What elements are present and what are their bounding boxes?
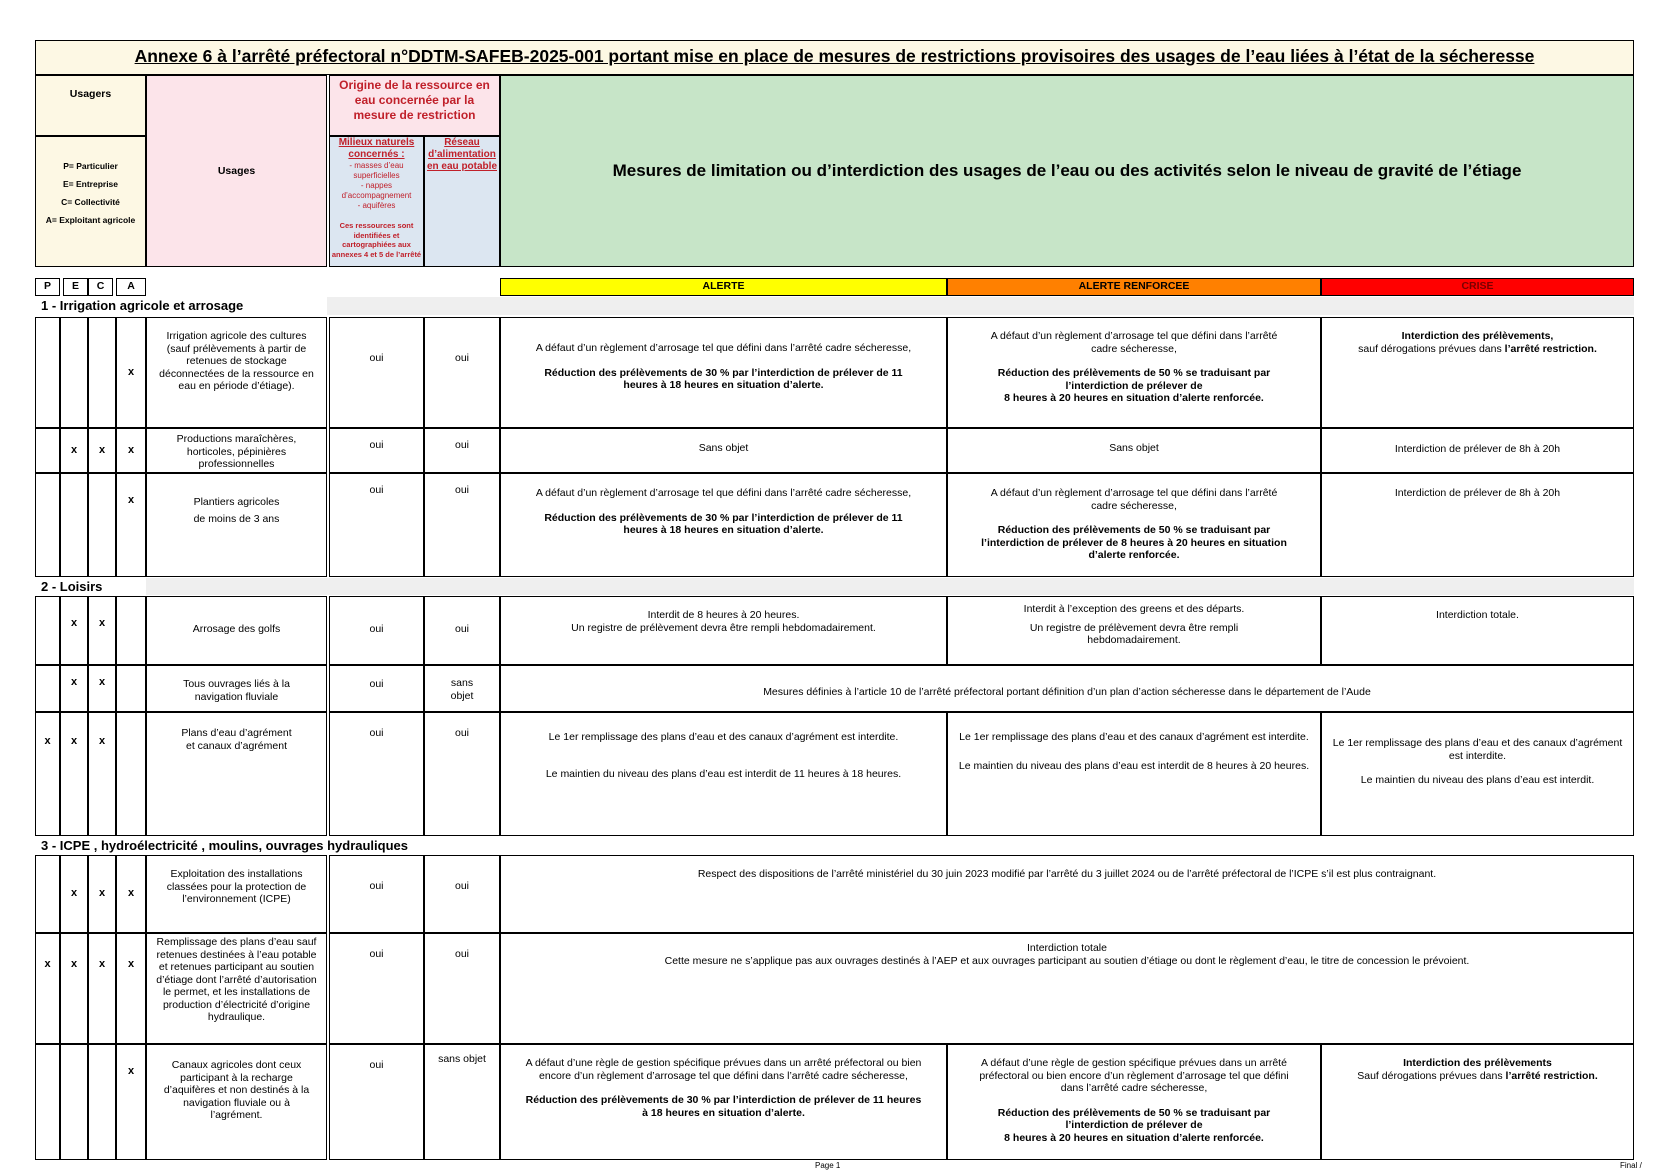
r7-e	[60, 855, 88, 933]
section-1-label: 1 - Irrigation agricole et arrosage	[41, 298, 244, 313]
r7-mark-e: x	[70, 887, 78, 899]
r3-alerte-text-2: Réduction des prélèvements de 30 % par l’interdiction de prélever de 11 heures à 18 heures en situation d’alerte.	[544, 511, 903, 536]
r1-e	[60, 317, 88, 428]
r1-crise-text-3: l’arrêté restriction.	[1504, 342, 1597, 355]
r7-reseau: oui	[424, 855, 500, 933]
r4-crise: Interdiction totale.	[1321, 596, 1634, 665]
r7-a	[116, 855, 146, 933]
r3-p	[35, 473, 60, 577]
usagers-legend	[35, 136, 146, 267]
r9-alerte	[500, 1044, 947, 1160]
r2-mark-c: x	[98, 444, 106, 457]
r4-milieux: oui	[329, 596, 424, 665]
r4-renforcee	[947, 596, 1321, 665]
r6-c	[88, 712, 116, 836]
r8-mark-a: x	[127, 958, 135, 970]
usagers-label: Usagers	[69, 88, 112, 100]
r7-mesure: Respect des dispositions de l’arrêté ministériel du 30 juin 2023 modifié par l’arrêté du 3 juillet 2024 ou de l’arrêté préfectoral de l’ICPE s’il est plus contraignant.	[500, 855, 1634, 933]
r6-crise	[1321, 712, 1634, 836]
r4-alerte	[500, 596, 947, 665]
r2-milieux: oui	[329, 428, 424, 473]
r9-milieux: oui	[329, 1044, 424, 1160]
r1-alerte-text-2: Réduction des prélèvements de 30 % par l’interdiction de prélever de 11 heures à 18 heures en situation d’alerte.	[544, 366, 903, 391]
r3-a	[116, 473, 146, 577]
col-e: E	[63, 278, 88, 296]
r8-mark-p: x	[44, 958, 51, 970]
r1-alerte-text-1: A défaut d’un règlement d’arrosage tel que défini dans l’arrêté cadre sécheresse,	[535, 342, 912, 354]
r1-renf-text-2: Réduction des prélèvements de 50 % se traduisant par l’interdiction de prélever de	[997, 367, 1271, 392]
page-number: Page 1	[815, 1161, 841, 1170]
r6-a	[116, 712, 146, 836]
r4-mark-c: x	[98, 617, 106, 629]
r9-crise-text-2: Sauf dérogations prévues dans	[1357, 1069, 1506, 1082]
r4-p	[35, 596, 60, 665]
r1-usage: Irrigation agricole des cultures (sauf prélèvements à partir de retenues de stockage déconnectées de la ressource en eau en période d’étiage).	[146, 317, 327, 428]
r6-crise-text-2: Le maintien du niveau des plans d’eau est interdit.	[1360, 774, 1595, 786]
r2-p	[35, 428, 60, 473]
r1-milieux: oui	[329, 317, 424, 428]
legend-particulier: P= Particulier	[63, 161, 118, 171]
r4-e	[60, 596, 88, 665]
milieux-item-3: - aquifères	[357, 201, 396, 210]
r5-c	[88, 665, 116, 712]
r3-alerte	[500, 473, 947, 577]
r5-mark-c: x	[98, 676, 106, 688]
section-2-band	[146, 578, 1634, 595]
r2-mark-a: x	[127, 444, 135, 457]
r6-renf-text-2: Le maintien du niveau des plans d’eau est interdit de 8 heures à 20 heures.	[958, 759, 1310, 772]
r6-renforcee	[947, 712, 1321, 836]
r1-alerte	[500, 317, 947, 428]
r6-usage	[146, 712, 327, 836]
r6-mark-e: x	[70, 735, 78, 747]
r9-renf-text-1: A défaut d’une règle de gestion spécifique prévues dans un arrêté préfectoral ou bien encore d’un règlement d’arrosage tel que défini dans l’arrêté cadre sécheresse,	[979, 1057, 1289, 1094]
r6-alerte-text-2: Le maintien du niveau des plans d’eau est interdit de 11 heures à 18 heures.	[545, 767, 902, 780]
r5-mark-e: x	[70, 676, 78, 688]
r8-usage: Remplissage des plans d’eau sauf retenues destinées à l’eau potable et retenues participant au soutien d’étiage dont l’arrêté d’autorisation le permet, et les installations de production d’électricité d’origine hydraulique.	[146, 933, 327, 1044]
r9-renf-text-3: 8 heures à 20 heures en situation d’alerte renforcée.	[1004, 1131, 1264, 1144]
r7-usage: Exploitation des installations classées pour la protection de l’environnement (ICPE)	[146, 855, 327, 933]
r8-c	[88, 933, 116, 1044]
r6-e	[60, 712, 88, 836]
r2-alerte: Sans objet	[500, 428, 947, 473]
r5-a	[116, 665, 146, 712]
r9-alerte-text-2: Réduction des prélèvements de 30 % par l’interdiction de prélever de 11 heures à 18 heures en situation d’alerte.	[525, 1094, 922, 1119]
r5-milieux: oui	[329, 665, 424, 712]
r9-c	[88, 1044, 116, 1160]
r2-usage: Productions maraîchères, horticoles, pépinières professionnelles	[146, 428, 327, 473]
r7-c	[88, 855, 116, 933]
r3-e	[60, 473, 88, 577]
r3-usage-line-1: Plantiers agricoles	[193, 496, 280, 508]
page-title: Annexe 6 à l’arrêté préfectoral n°DDTM-SAFEB-2025-001 portant mise en place de mesures de restrictions provisoires des usages de l’eau liées à l’état de la sécheresse	[35, 40, 1634, 75]
section-1-band	[327, 297, 1634, 315]
r2-c	[88, 428, 116, 473]
section-3-label: 3 - ICPE , hydroélectricité , moulins, ouvrages hydrauliques	[41, 838, 408, 853]
r9-p	[35, 1044, 60, 1160]
milieux-note: Ces ressources sont identifiées et cartographiées aux annexes 4 et 5 de l’arrêté	[331, 221, 422, 259]
milieux-item-2: - nappes d’accompagnement	[341, 181, 412, 200]
r8-e	[60, 933, 88, 1044]
r6-milieux: oui	[329, 712, 424, 836]
r6-mark-c: x	[98, 735, 106, 747]
r1-p	[35, 317, 60, 428]
level-alerte-renforcee: ALERTE RENFORCEE	[947, 278, 1321, 296]
r4-mark-e: x	[70, 617, 78, 629]
r5-mesure: Mesures définies à l’article 10 de l’arrêté préfectoral portant définition d’un plan d’action sécheresse dans le département de l’Aude	[500, 665, 1634, 712]
r3-usage-line-2: de moins de 3 ans	[193, 512, 280, 525]
r9-renf-text-2: Réduction des prélèvements de 50 % se traduisant par l’interdiction de prélever de	[997, 1106, 1271, 1131]
r6-p	[35, 712, 60, 836]
r2-a	[116, 428, 146, 473]
r4-c	[88, 596, 116, 665]
r6-renf-text-1: Le 1er remplissage des plans d’eau et des canaux d’agrément est interdite.	[959, 731, 1309, 743]
r2-crise: Interdiction de prélever de 8h à 20h	[1321, 428, 1634, 473]
r4-alerte-text-2: Un registre de prélèvement devra être rempli hebdomadairement.	[571, 621, 876, 634]
r9-mark-a: x	[127, 1065, 135, 1077]
r6-crise-text-1: Le 1er remplissage des plans d’eau et des canaux d’agrément est interdite.	[1332, 737, 1623, 762]
col-p: P	[35, 278, 60, 296]
milieux-header	[329, 136, 424, 267]
r3-usage	[146, 473, 327, 577]
r3-renf-text-2: Réduction des prélèvements de 50 % se traduisant par l’interdiction de prélever de 8 heures à 20 heures en situation d’alerte renforcée.	[981, 524, 1287, 561]
r6-alerte	[500, 712, 947, 836]
section-3-title	[35, 837, 1634, 854]
r6-alerte-text-1: Le 1er remplissage des plans d’eau et des canaux d’agrément est interdite.	[548, 731, 899, 743]
r2-e	[60, 428, 88, 473]
r5-reseau: sans objet	[424, 665, 500, 712]
reseau-header	[424, 136, 500, 267]
r7-mark-c: x	[98, 887, 106, 899]
r6-usage-line-1: Plans d’eau d’agrément	[181, 727, 292, 739]
col-a: A	[116, 278, 146, 296]
r1-renf-text-3: 8 heures à 20 heures en situation d’alerte renforcée.	[1004, 392, 1264, 404]
origine-title: Origine de la ressource en eau concernée par la mesure de restriction	[339, 78, 490, 122]
section-2-label: 2 - Loisirs	[41, 579, 103, 594]
usages-label: Usages	[217, 165, 256, 177]
r6-usage-line-2: et canaux d’agrément	[186, 739, 287, 752]
r1-mark-a: x	[127, 366, 135, 379]
r8-mark-e: x	[70, 958, 78, 970]
col-c: C	[88, 278, 113, 296]
r8-reseau: oui	[424, 933, 500, 1044]
level-crise: CRISE	[1321, 278, 1634, 296]
r3-alerte-text-1: A défaut d’un règlement d’arrosage tel que défini dans l’arrêté cadre sécheresse,	[535, 487, 912, 499]
r5-p	[35, 665, 60, 712]
r8-p	[35, 933, 60, 1044]
legend-exploitant: A= Exploitant agricole	[45, 215, 136, 225]
r3-renf-text-1: A défaut d’un règlement d’arrosage tel que défini dans l’arrêté cadre sécheresse,	[990, 487, 1278, 512]
r9-usage: Canaux agricoles dont ceux participant à la recharge d’aquifères et non destinés à la navigation fluviale ou à l’agrément.	[146, 1044, 327, 1160]
r9-renforcee	[947, 1044, 1321, 1160]
level-alerte: ALERTE	[500, 278, 947, 296]
r4-reseau: oui	[424, 596, 500, 665]
r9-crise-text-1: Interdiction des prélèvements	[1403, 1057, 1552, 1069]
r9-crise-text-3: l’arrêté restriction.	[1505, 1069, 1598, 1082]
r8-a	[116, 933, 146, 1044]
r6-mark-p: x	[44, 735, 51, 747]
r1-renf-text-1: A défaut d’un règlement d’arrosage tel que défini dans l’arrêté cadre sécheresse,	[990, 330, 1278, 355]
r7-mark-a: x	[127, 887, 135, 899]
r4-renf-text-2: Un registre de prélèvement devra être rempli hebdomadairement.	[1029, 621, 1239, 646]
r5-usage: Tous ouvrages liés à la navigation fluviale	[146, 665, 327, 712]
r7-milieux: oui	[329, 855, 424, 933]
r6-reseau: oui	[424, 712, 500, 836]
r2-mark-e: x	[70, 444, 78, 457]
mesures-title: Mesures de limitation ou d’interdiction des usages de l’eau ou des activités selon le niveau de gravité de l’étiage	[612, 161, 1522, 180]
r7-p	[35, 855, 60, 933]
reseau-title: Réseau d’alimentation en eau potable	[426, 137, 497, 172]
footer-final: Final /	[1620, 1161, 1642, 1170]
legend-entreprise: E= Entreprise	[62, 179, 119, 189]
r8-mesure	[500, 933, 1634, 1044]
r4-alerte-text-1: Interdit de 8 heures à 20 heures.	[647, 609, 800, 621]
r8-mark-c: x	[98, 958, 106, 970]
r8-milieux: oui	[329, 933, 424, 1044]
r8-mesure-text-2: Cette mesure ne s’applique pas aux ouvrages destinés à l’AEP et aux ouvrages participant au soutien d’étiage ou dont le règlement d’eau, le titre de concession le prévoient.	[664, 954, 1470, 967]
r9-reseau: sans objet	[424, 1044, 500, 1160]
r1-c	[88, 317, 116, 428]
r1-crise	[1321, 317, 1634, 428]
r3-c	[88, 473, 116, 577]
r1-renforcee	[947, 317, 1321, 428]
r1-a	[116, 317, 146, 428]
r9-e	[60, 1044, 88, 1160]
r4-usage: Arrosage des golfs	[146, 596, 327, 665]
r3-crise: Interdiction de prélever de 8h à 20h	[1321, 473, 1634, 577]
r3-mark-a: x	[127, 494, 135, 506]
r4-a	[116, 596, 146, 665]
r2-reseau: oui	[424, 428, 500, 473]
r9-alerte-text-1: A défaut d’une règle de gestion spécifique prévues dans un arrêté préfectoral ou bien encore d’un règlement d’arrosage tel que défini dans l’arrêté cadre sécheresse,	[525, 1057, 922, 1082]
r9-crise	[1321, 1044, 1634, 1160]
usagers-header	[35, 75, 146, 136]
r5-e	[60, 665, 88, 712]
milieux-item-1: - masses d’eau superficielles	[349, 161, 404, 180]
r8-mesure-text-1: Interdiction totale	[1027, 942, 1107, 954]
r3-renforcee	[947, 473, 1321, 577]
r1-crise-text-1: Interdiction des prélèvements,	[1401, 330, 1554, 342]
legend-collectivite: C= Collectivité	[61, 197, 120, 207]
r3-reseau: oui	[424, 473, 500, 577]
r2-renforcee: Sans objet	[947, 428, 1321, 473]
r4-renf-text-1: Interdit à l’exception des greens et des départs.	[1023, 603, 1245, 615]
mesures-header	[500, 75, 1634, 267]
milieux-title: Milieux naturels concernés :	[338, 137, 415, 160]
origine-header	[329, 75, 500, 136]
usages-header	[146, 75, 327, 267]
r1-crise-text-2: sauf dérogations prévues dans	[1358, 342, 1505, 355]
r1-reseau: oui	[424, 317, 500, 428]
r9-a	[116, 1044, 146, 1160]
r3-milieux: oui	[329, 473, 424, 577]
